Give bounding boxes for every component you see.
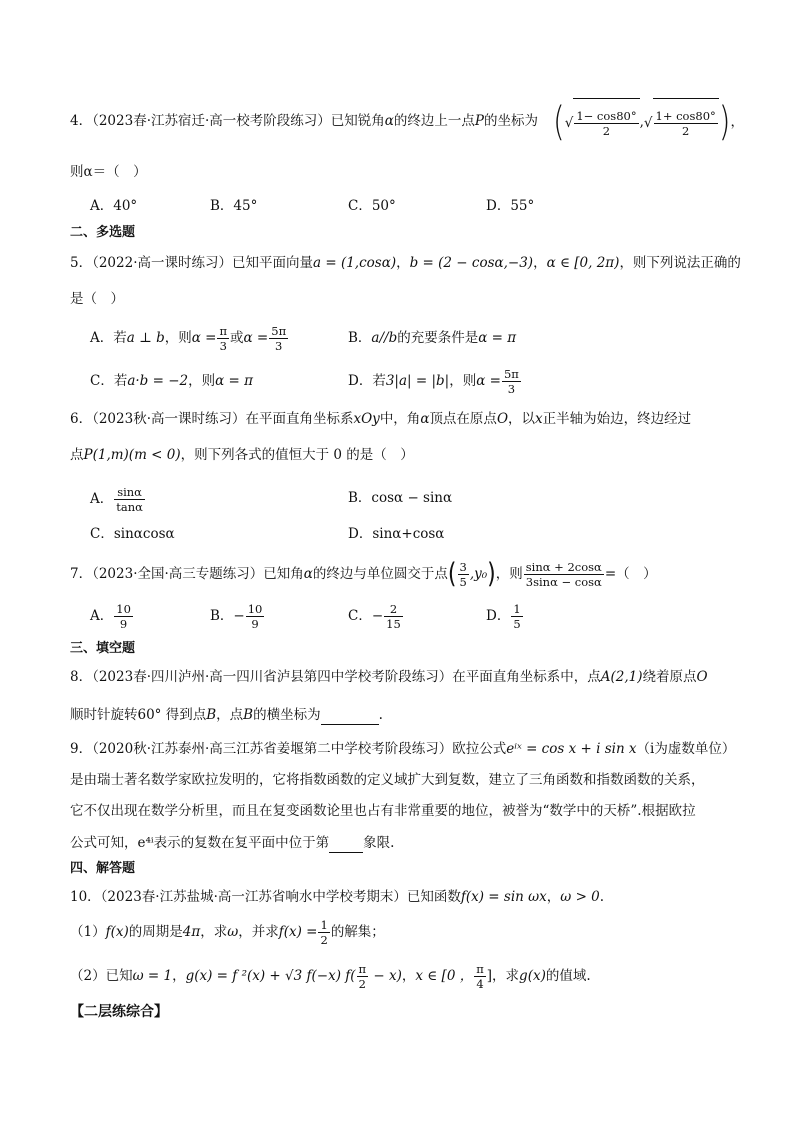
- q5-range: α ∈ [0, 2π): [546, 255, 620, 271]
- q6-line2: 点P(1,m)(m < 0)，则下列各式的值恒大于 0 的是（ ）: [70, 447, 414, 463]
- q4-line2: 则α＝（ ）: [70, 164, 147, 180]
- q7-option-a: A． $\frac{10}{9}$: [90, 602, 131, 631]
- section-heading-multiple-choice: 二、多选题: [70, 225, 136, 240]
- q4-coordinate: (√ $\frac{1- \cos 80^\circ}{2}$ ,√ $\frac{1+ \cos 80^\circ}{2}$ )，: [553, 98, 744, 146]
- q4-stem-c: 的坐标为: [484, 113, 538, 129]
- q7-option-d: D． $\frac{1}{5}$: [486, 602, 521, 631]
- q9-line1: 9．（2020秋·江苏泰州·高三江苏省姜堰第二中学校考阶段练习）欧拉公式eⁱˣ = cos x + i sin x（i为虚数单位）: [70, 741, 736, 757]
- section-heading-level-two: 【二层练综合】: [70, 1004, 168, 1020]
- q7-option-c: C．− $\frac{2}{15}$: [348, 602, 401, 631]
- q5-option-c: C．若a·b = −2，则α = π: [90, 373, 254, 389]
- q7-expression: $\frac{\sin\alpha + 2\cos\alpha}{3\sin\alpha - \cos\alpha}$: [525, 560, 602, 589]
- sqrt-icon: √: [564, 114, 574, 131]
- q7-line: 7．（2023·全国·高三专题练习）已知角α的终边与单位圆交于点( $\frac{3}{5}$ ,y₀)，则 $\frac{\sin\alpha + 2\cos\alpha}{3\sin\alpha - \cos\alpha}$ =（ ）: [70, 558, 657, 590]
- q5-option-b: B．a//b的充要条件是α = π: [348, 330, 517, 346]
- q4-stem-b: 的终边上一点: [393, 113, 475, 129]
- q6-option-b: B．cosα − sinα: [348, 490, 453, 506]
- answer-blank[interactable]: [329, 834, 363, 853]
- section-heading-solve: 四、解答题: [70, 861, 136, 876]
- q5-option-d: D．若3|a| = |b|，则α = $\frac{5\pi}{3}$: [348, 367, 519, 396]
- q4-option-c: C．50°: [348, 198, 396, 214]
- q5-vector-a: a = (1,cosα): [313, 255, 397, 271]
- q4-fraction-1: $\frac{1- \cos 80^\circ}{2}$: [576, 109, 637, 138]
- q4-line1: [70, 112, 538, 130]
- q5-line2: 是（ ）: [70, 291, 124, 307]
- q5-option-a: A．若a ⊥ b，则α = $\frac{\pi}{3}$ 或α = $\frac{5\pi}{3}$: [90, 324, 287, 353]
- q8-line1: 8．（2023春·四川泸州·高一四川省泸县第四中学校考阶段练习）在平面直角坐标系中，点A(2,1)绕着原点O: [70, 669, 708, 685]
- q4-alpha: α: [384, 113, 394, 129]
- q4-point-p: P: [474, 113, 484, 129]
- q6-option-d: D．sinα+cosα: [348, 526, 445, 542]
- q6-option-c: C．sinαcosα: [90, 526, 175, 542]
- q9-line2: 是由瑞士著名数学家欧拉发明的，它将指数函数的定义域扩大到复数，建立了三角函数和指数函数的关系，: [70, 772, 705, 788]
- q9-line3: 它不仅出现在数学分析里，而且在复变函数论里也占有非常重要的地位，被誉为“数学中的天桥”.根据欧拉: [70, 803, 696, 819]
- q4-option-d: D．55°: [486, 198, 535, 214]
- q6-option-a: A． $\frac{\sin\alpha}{\tan\alpha}$: [90, 485, 143, 514]
- q6-line1: 6．（2023秋·高一课时练习）在平面直角坐标系xOy中，角α顶点在原点O，以x正半轴为始边，终边经过: [70, 411, 692, 427]
- q10-line1: 10．（2023春·江苏盐城·高一江苏省响水中学校考期末）已知函数f(x) = sin ωx，ω > 0.: [70, 889, 605, 905]
- q4-option-b: B．45°: [210, 198, 258, 214]
- sqrt-icon: √: [643, 114, 653, 131]
- section-heading-fill-in: 三、填空题: [70, 641, 136, 656]
- q5-vector-b: b = (2 − cosα,−3): [409, 255, 534, 271]
- answer-blank[interactable]: [321, 706, 379, 725]
- q10-part1: （1）f(x)的周期是4π，求ω，并求f(x) = $\frac{1}{2}$ 的解集；: [70, 918, 385, 947]
- q7-option-b: B．− $\frac{10}{9}$: [210, 602, 263, 631]
- q10-part2: （2）已知ω = 1，g(x) = f ²(x) + √3 f(−x) f( $\frac{\pi}{2}$ − x)，x ∈ [0 ， $\frac{\pi}{4}$ ]，求g(x)的值域.: [70, 962, 591, 991]
- q4-fraction-2: $\frac{1+ \cos 80^\circ}{2}$: [655, 109, 716, 138]
- q9-line4: 公式可知，e⁴ⁱ表示的复数在复平面中位于第 象限.: [70, 835, 395, 851]
- q5-line1: 5．（2022·高一课时练习）已知平面向量a = (1,cosα)，b = (2 − cosα,−3)，α ∈ [0, 2π)，则下列说法正确的: [70, 255, 741, 271]
- q4-stem-a: 4．（2023春·江苏宿迁·高一校考阶段练习）已知锐角: [70, 113, 385, 129]
- q8-line2: 顺时针旋转60° 得到点B，点B的横坐标为 .: [70, 707, 383, 723]
- q4-option-a: A．40°: [90, 198, 138, 214]
